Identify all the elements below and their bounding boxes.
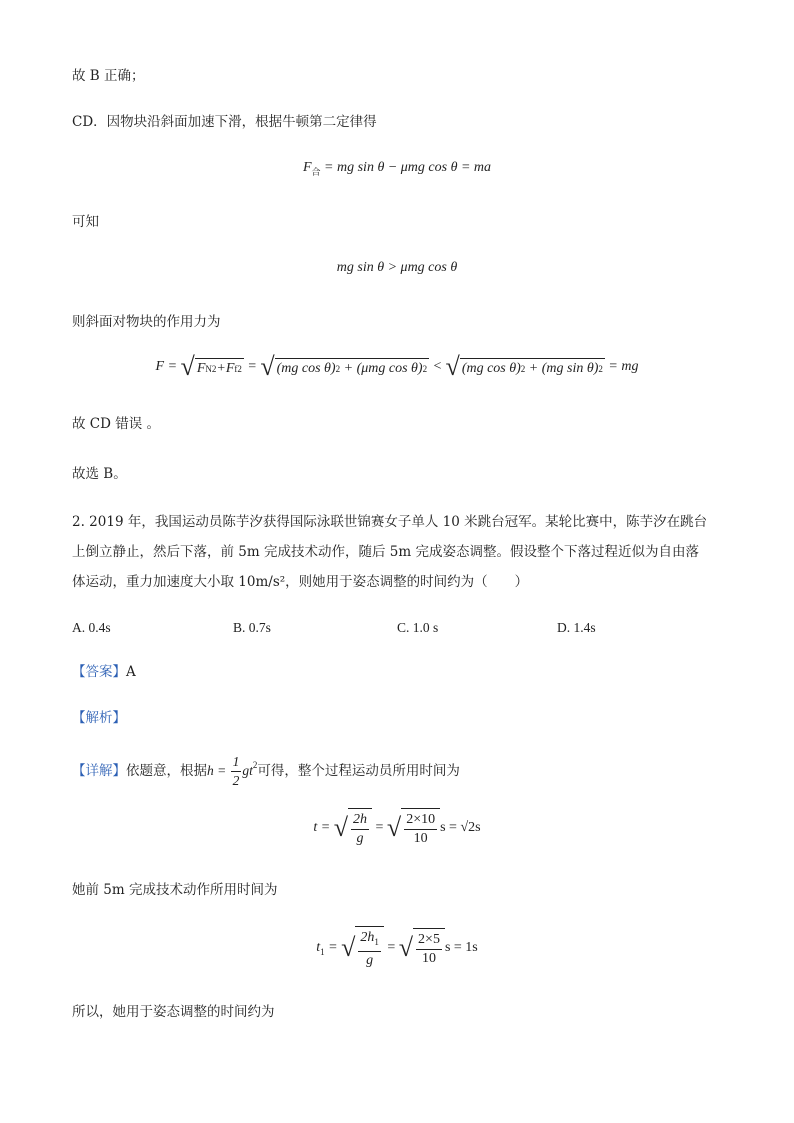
question-2-line-3: 体运动，重力加速度大小取 10m/s²，则她用于姿态调整的时间约为（ ）	[72, 574, 529, 590]
option-a: A. 0.4s	[72, 620, 111, 635]
option-b: B. 0.7s	[233, 620, 271, 635]
equation-total-time: t = √ $\frac{2h}{g}$ = √ $\frac{2\times 10}{10}$ s = √2s	[0, 808, 794, 848]
text-kezhi: 可知	[72, 214, 99, 230]
answer-tag: 【答案】	[72, 664, 126, 680]
analysis-tag: 【解析】	[72, 710, 126, 726]
option-d: D. 1.4s	[557, 620, 596, 635]
question-2-line-1: 2. 2019 年，我国运动员陈芋汐获得国际泳联世锦赛女子单人 10 米跳台冠军。某轮比赛中，陈芋汐在跳台	[72, 514, 708, 530]
equation-resultant-force: F = √ F N 2 + F f 2 = √ (mg cos θ) 2 + (μmg cos θ) 2 < √ (mg cos θ) 2 + (mg sin θ) 2 = mg	[155, 352, 639, 381]
text-cd-intro: CD．因物块沿斜面加速下滑，根据牛顿第二定律得	[72, 114, 377, 130]
detail-tag: 【详解】	[72, 763, 126, 779]
text-b-correct: 故 B 正确；	[72, 68, 145, 84]
answer-value: A	[126, 664, 136, 680]
text-force-intro: 则斜面对物块的作用力为	[72, 314, 221, 330]
option-c: C. 1.0 s	[397, 620, 439, 635]
answer-line	[72, 662, 136, 682]
detail-line: 【详解】依题意，根据h = $\frac{1}{2}$ $gt^2$可得，整个过程运动员所用时间为	[72, 754, 460, 789]
text-choose-b: 故选 B。	[72, 466, 127, 482]
text-first-5m: 她前 5m 完成技术动作所用时间为	[72, 882, 278, 898]
equation-inequality: mg sin θ > μmg cos θ	[336, 260, 458, 275]
equation-newton: $F_合$ = mg sin θ − μmg cos θ = ma	[302, 160, 492, 177]
question-2-line-2: 上倒立静止，然后下落，前 5m 完成技术动作，随后 5m 完成姿态调整。假设整个下落过程近似为自由落	[72, 544, 699, 560]
text-cd-wrong: 故 CD 错误 。	[72, 416, 161, 432]
equation-t1: $t_1$ = √ $\frac{2h_1}{g}$ = √ $\frac{2\times 5}{10}$ s = 1s	[0, 926, 794, 970]
text-conclusion: 所以，她用于姿态调整的时间约为	[72, 1004, 275, 1020]
